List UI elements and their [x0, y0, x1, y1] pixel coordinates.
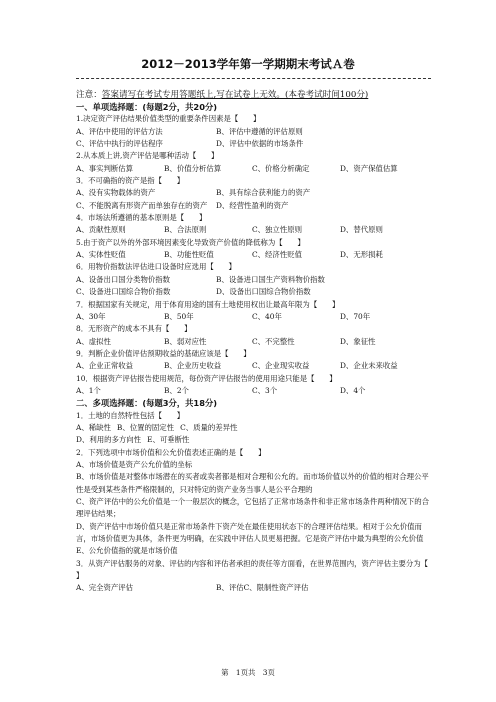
s2-q3-option-b: B、评估 [216, 583, 244, 593]
s1-question-stem: 7．根据国家有关规定，用于体育用途的国有土地使用权出让最高年限为【 】 [76, 299, 340, 309]
s2-q3-option-a: A、完全资产评估 [76, 583, 134, 593]
s2-q1-options-row1 [76, 422, 436, 434]
s2-q1-option-b: B、位置的固定性 [116, 422, 175, 432]
s1-option: C、设备进口国综合物价指数 [76, 287, 171, 297]
s1-option: B、合法原则 [164, 225, 207, 235]
s1-option: A、评估中使用的评估方法 [76, 126, 163, 136]
s1-question-stem: 1.决定资产评估结果价值类型的重要条件因素是【 】 [76, 114, 261, 124]
s1-question-options [76, 163, 436, 175]
s1-option: D、70年 [340, 311, 371, 321]
s1-question-options [76, 311, 436, 323]
s1-option: A、设备出口国分类物价指数 [76, 274, 171, 284]
s1-option: B、设备进口国生产资料物价指数 [216, 274, 325, 284]
s1-option: B、企业历史收益 [164, 361, 222, 371]
s1-option: C、价格分析确定 [252, 163, 310, 173]
s1-question-stem: 6．用物价指数法评估进口设备时应选用【 】 [76, 262, 236, 272]
s1-question-options [76, 360, 436, 372]
s1-option: B、50年 [164, 311, 194, 321]
s1-option: C、不能脱离有形资产而单独存在的资产 [76, 200, 208, 210]
s1-option: D、替代原则 [340, 225, 383, 235]
s1-option: B、价值分析估算 [164, 163, 222, 173]
s1-option: A、虚拟性 [76, 336, 111, 346]
s1-question-stem: 3．不可确指的资产是指【 】 [76, 176, 185, 186]
section1-questions [76, 113, 436, 397]
notice-body: 答案请写在考试专用答题纸上,写在试卷上无效。(本卷考试时间100分) [101, 90, 369, 100]
s2-q1-option-c: C、质量的差异性 [180, 422, 238, 432]
s1-option: D、4个 [340, 385, 366, 395]
s1-option: A、没有实物载体的资产 [76, 188, 156, 198]
s1-option: B、2个 [164, 385, 189, 395]
s2-q2-stem: 2．下列选项中市场价值和公允价值表述正确的是【 】 [76, 447, 266, 457]
dashed-divider [76, 78, 431, 80]
s1-question-options [76, 200, 436, 212]
s2-q1-options-row2 [76, 434, 436, 446]
exam-content [76, 101, 443, 595]
s1-question-stem: 8．无形资产的成本不具有【 】 [76, 324, 192, 334]
s1-question-stem: 9．判断企业价值评估预期收益的基础应该是【 】 [76, 348, 251, 358]
s1-option: D、资产保值估算 [340, 163, 398, 173]
page-footer: 第 1页共 3页 [221, 668, 275, 677]
s1-question-stem: 10．根据资产评估报告使用规范，每份资产评估报告的使用用途只能是【 】 [76, 373, 337, 383]
s2-q1-stem: 1．土地的自然特性包括【 】 [76, 410, 185, 420]
s1-question-options [76, 224, 436, 236]
s1-option: D、经营性盈利的资产 [216, 200, 289, 210]
s1-option: A、企业正常收益 [76, 361, 134, 371]
s2-q3-options [76, 582, 436, 594]
s1-option: C、评估中执行的评估程序 [76, 139, 163, 149]
s1-option: B、具有综合获利能力的资产 [216, 188, 311, 198]
s1-question-stem: 4．市场法所遵循的基本原则是【 】 [76, 213, 207, 223]
exam-notice [76, 88, 436, 100]
s2-q3-stem: 3．从资产评估服务的对象、评估的内容和评估者承担的责任等方面看，在世界范围内，资产评估主要分为【 】 [76, 558, 443, 581]
s1-question-options [76, 274, 436, 286]
s1-option: A、30年 [76, 311, 106, 321]
s2-q2-option-a: A、市场价值是资产公允价值的坐标 [76, 459, 193, 469]
s1-option: B、功能性贬值 [164, 250, 214, 260]
s1-option: A、贡献性原则 [76, 225, 126, 235]
s1-option: D、设备出口国综合物价指数 [216, 287, 311, 297]
s1-question-options [76, 336, 436, 348]
s1-option: C、3个 [252, 385, 278, 395]
s1-option: D、象征性 [340, 336, 376, 346]
s1-option: C、独立性原则 [252, 225, 302, 235]
section2-heading: 二、多项选择题：(每题3分，共18分) [76, 398, 218, 409]
s1-question-options [76, 385, 436, 397]
exam-title: 2012－2013学年第一学期期末考试Ａ卷 [141, 57, 355, 71]
s1-option: D、评估中依据的市场条件 [216, 139, 304, 149]
s1-option: A、1个 [76, 385, 101, 395]
s2-q2-option-d: D、资产评估中市场价值只是正常市场条件下资产处在最佳使用状态下的合理评估结果。相对于公允价值而言，市场价值更为具体，条件更为明确，在实践中评估人员更易把握。它是资产评估中最为典型的公允价值 [76, 521, 424, 544]
s1-option: A、实体性贬值 [76, 250, 126, 260]
s1-question-options [76, 286, 436, 298]
s1-option: C、不完整性 [252, 336, 295, 346]
s1-option: B、评估中遵循的评估原则 [216, 126, 303, 136]
s2-q1-option-d: D、利用的多方向性 [76, 435, 142, 445]
s2-q2-option-e: E、公允价值指的就是市场价值 [76, 546, 178, 556]
notice-prefix: 注意： [76, 90, 102, 100]
s2-q3-option-c: C、限制性资产评估 [243, 583, 309, 593]
s1-question-options [76, 138, 436, 150]
s1-option: B、弱对应性 [164, 336, 207, 346]
s1-question-stem: 5.由于资产以外的外部环境因素变化导致资产价值的降低称为【 】 [76, 237, 305, 247]
s1-question-options [76, 126, 436, 138]
s1-question-stem: 2.从本质上讲,资产评估是哪种活动【 】 [76, 151, 219, 161]
s1-option: C、企业现实收益 [252, 361, 310, 371]
s1-option: C、经济性贬值 [252, 250, 302, 260]
s2-q1-option-a: A、稀缺性 [76, 422, 111, 432]
s1-question-options [76, 187, 436, 199]
s1-option: D、无形损耗 [340, 250, 383, 260]
s2-q2-option-c: C、资产评估中的公允价值是一个一般层次的概念，它包括了正常市场条件和非正常市场条件两种情况下的合理评估结果； [76, 497, 430, 519]
s1-option: D、企业未来收益 [340, 361, 398, 371]
s1-option: A、事实判断估算 [76, 163, 134, 173]
section1-heading: 一、单项选择题：(每题2分，共20分) [76, 102, 218, 112]
s2-q1-option-e: E、可垂断性 [147, 435, 190, 445]
s1-option: C、40年 [252, 311, 282, 321]
s2-q2-option-b: B、市场价值是对整体市场潜在的买者或卖者都是相对合理和公允的。而市场价值以外的价值的相对合理公平性是受到某些条件严格限制的，只对特定的资产业务当事人是公平合理的 [76, 472, 429, 494]
s1-question-options [76, 249, 436, 261]
